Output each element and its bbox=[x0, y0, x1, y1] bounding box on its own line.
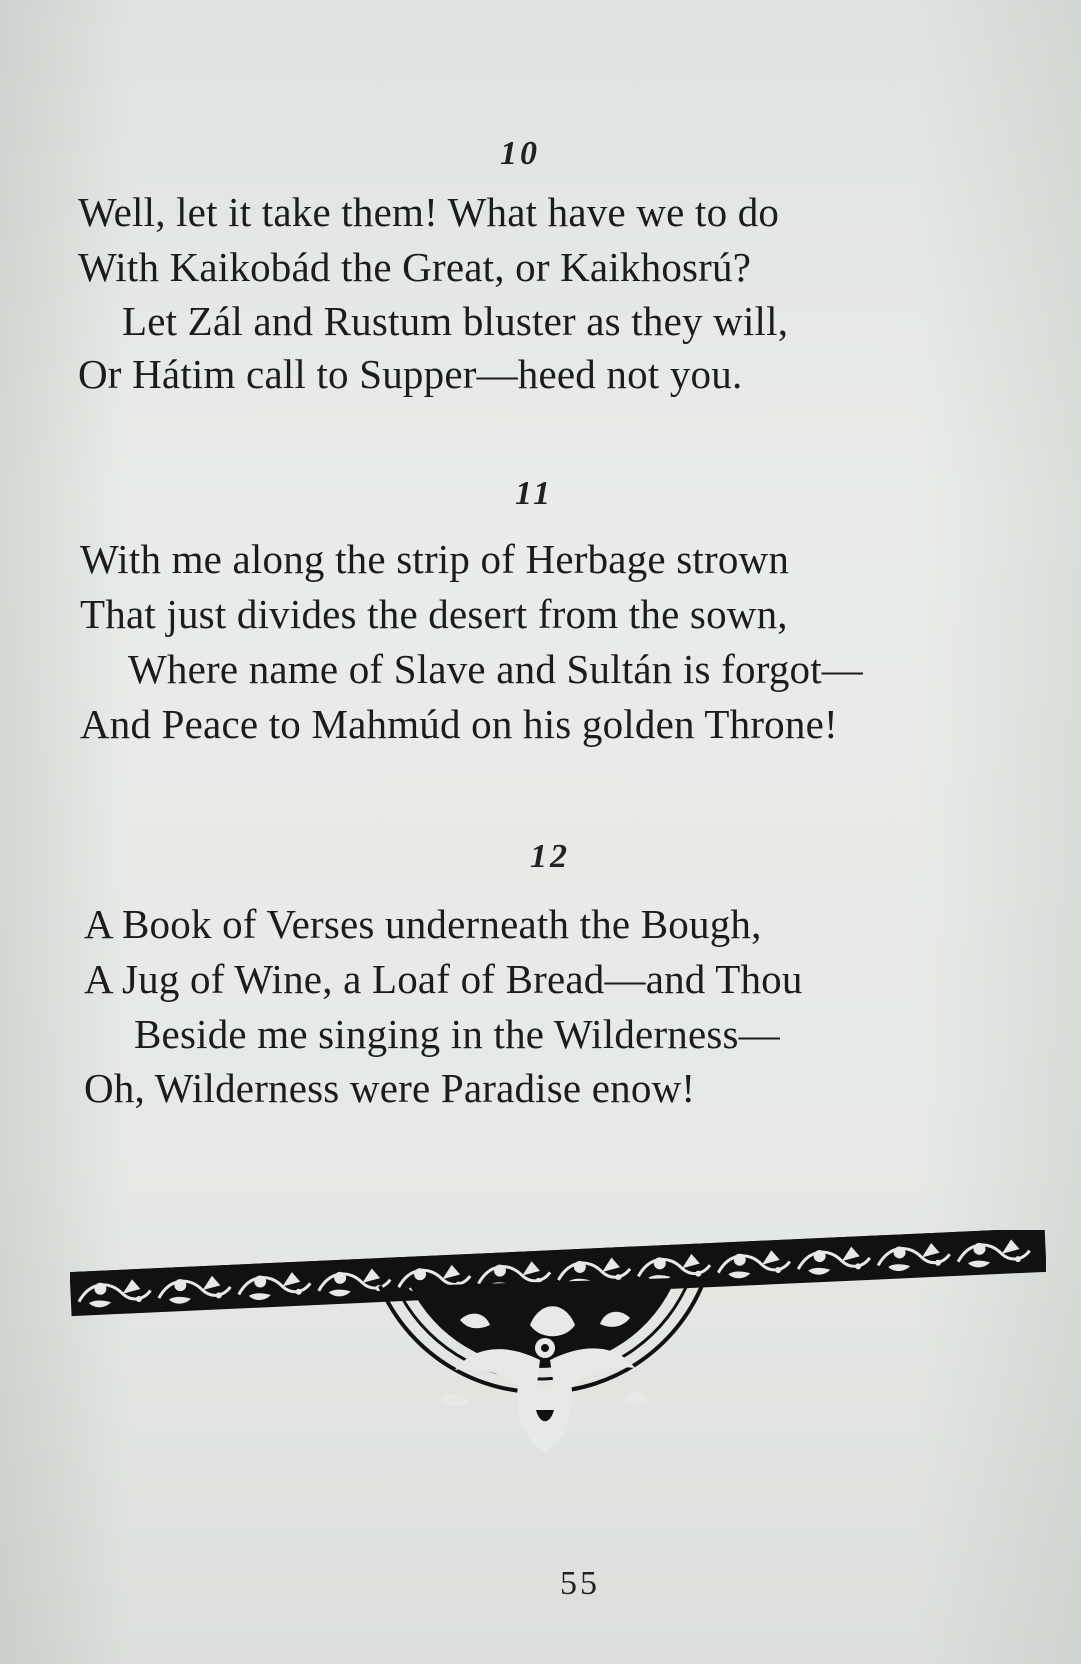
stanza-12-line-2: A Jug of Wine, a Loaf of Bread—and Thou bbox=[84, 956, 803, 1002]
stanza-number-10: 10 bbox=[500, 135, 540, 172]
stanza-10-line-4: Or Hátim call to Supper—heed not you. bbox=[78, 351, 743, 397]
stanza-11-line-2: That just divides the desert from the sown, bbox=[80, 591, 788, 637]
stanza-12-line-1: A Book of Verses underneath the Bough, bbox=[84, 901, 762, 947]
floral-ornament-icon bbox=[70, 1230, 1046, 1480]
stanza-10-line-1: Well, let it take them! What have we to do bbox=[78, 189, 780, 235]
stanza-12-line-3: Beside me singing in the Wilderness— bbox=[134, 1011, 780, 1057]
stanza-10-line-2: With Kaikobád the Great, or Kaikhosrú? bbox=[78, 244, 752, 290]
stanza-12-line-4: Oh, Wilderness were Paradise enow! bbox=[84, 1065, 696, 1111]
stanza-number-11: 11 bbox=[515, 475, 554, 512]
stanza-11-line-4: And Peace to Mahmúd on his golden Throne! bbox=[80, 701, 838, 747]
stanza-11-line-1: With me along the strip of Herbage strown bbox=[80, 536, 790, 582]
page-number: 55 bbox=[560, 1565, 600, 1602]
stanza-10-line-3: Let Zál and Rustum bluster as they will, bbox=[122, 298, 789, 344]
stanza-number-12: 12 bbox=[530, 838, 570, 875]
stanza-11-line-3: Where name of Slave and Sultán is forgot— bbox=[128, 646, 864, 692]
